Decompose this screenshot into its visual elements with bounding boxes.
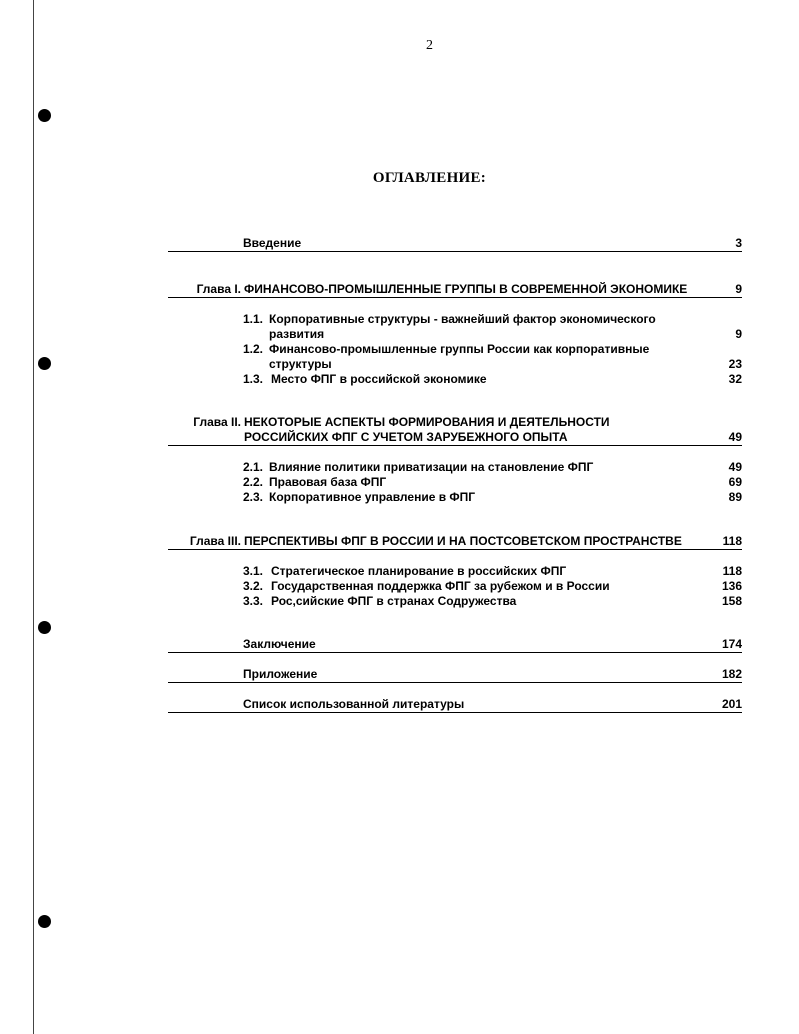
section-title: Государственная поддержка ФПГ за рубежом и в России	[271, 579, 610, 593]
entry-label: Заключение	[243, 637, 316, 651]
section-title-continued: структуры	[269, 357, 332, 371]
section-page: 69	[728, 475, 742, 489]
section-number: 1.2.	[243, 342, 264, 356]
section-title: Корпоративное управление в ФПГ	[269, 490, 476, 504]
section-number: 1.3.	[243, 372, 264, 386]
section-number: 2.1.	[243, 460, 264, 474]
section-title: Стратегическое планирование в российских ФПГ	[271, 564, 567, 578]
section-number: 3.2.	[243, 579, 264, 593]
section-page: 89	[728, 490, 742, 504]
section-title: Рос,сийские ФПГ в странах Содружества	[271, 594, 517, 608]
punch-hole-mark	[38, 621, 51, 634]
chapter-page: 118	[722, 534, 742, 548]
section-title: Правовая база ФПГ	[269, 475, 387, 489]
punch-hole-mark	[38, 109, 51, 122]
section-number: 3.1.	[243, 564, 264, 578]
section-title: Финансово-промышленные группы России как корпоративные	[269, 342, 650, 356]
section-page: 158	[721, 594, 742, 608]
entry-label: Приложение	[243, 667, 318, 681]
section-title: Корпоративные структуры - важнейший фактор экономического	[269, 312, 656, 326]
chapter-label: Глава III.	[189, 534, 241, 548]
section-page: 32	[728, 372, 742, 386]
chapter-title: ФИНАНСОВО-ПРОМЫШЛЕННЫЕ ГРУППЫ В СОВРЕМЕННОЙ ЭКОНОМИКЕ	[244, 282, 688, 296]
chapter-page: 9	[735, 282, 742, 296]
divider	[168, 712, 742, 713]
section-page: 49	[728, 460, 742, 474]
punch-hole-mark	[38, 357, 51, 370]
section-page: 23	[728, 357, 742, 371]
divider	[168, 297, 742, 298]
divider	[168, 682, 742, 683]
chapter-title: НЕКОТОРЫЕ АСПЕКТЫ ФОРМИРОВАНИЯ И ДЕЯТЕЛЬНОСТИ	[244, 415, 610, 429]
entry-page: 201	[721, 697, 742, 711]
entry-page: 3	[735, 236, 742, 250]
section-page: 118	[722, 564, 742, 578]
divider	[168, 251, 742, 252]
page-number: 2	[426, 38, 433, 53]
entry-label: Введение	[243, 236, 302, 250]
punch-hole-mark	[38, 915, 51, 928]
section-number: 2.2.	[243, 475, 264, 489]
divider	[168, 445, 742, 446]
chapter-title-continued: РОССИЙСКИХ ФПГ С УЧЕТОМ ЗАРУБЕЖНОГО ОПЫТА	[244, 430, 568, 444]
chapter-page: 49	[728, 430, 742, 444]
section-page: 9	[735, 327, 742, 341]
divider	[168, 549, 742, 550]
section-title-continued: развития	[269, 327, 325, 341]
section-page: 136	[721, 579, 742, 593]
chapter-label: Глава II.	[193, 415, 241, 429]
section-title: Место ФПГ в российской экономике	[271, 372, 487, 386]
chapter-title: ПЕРСПЕКТИВЫ ФПГ В РОССИИ И НА ПОСТСОВЕТСКОМ ПРОСТРАНСТВЕ	[244, 534, 682, 548]
entry-page: 174	[721, 637, 742, 651]
section-number: 1.1.	[243, 312, 264, 326]
toc-title: ОГЛАВЛЕНИЕ:	[372, 170, 487, 186]
section-number: 2.3.	[243, 490, 264, 504]
section-title: Влияние политики приватизации на становление ФПГ	[269, 460, 594, 474]
binding-margin-line	[33, 0, 34, 1034]
entry-page: 182	[721, 667, 742, 681]
section-number: 3.3.	[243, 594, 264, 608]
entry-label: Список использованной литературы	[243, 697, 465, 711]
chapter-label: Глава I.	[196, 282, 241, 296]
divider	[168, 652, 742, 653]
